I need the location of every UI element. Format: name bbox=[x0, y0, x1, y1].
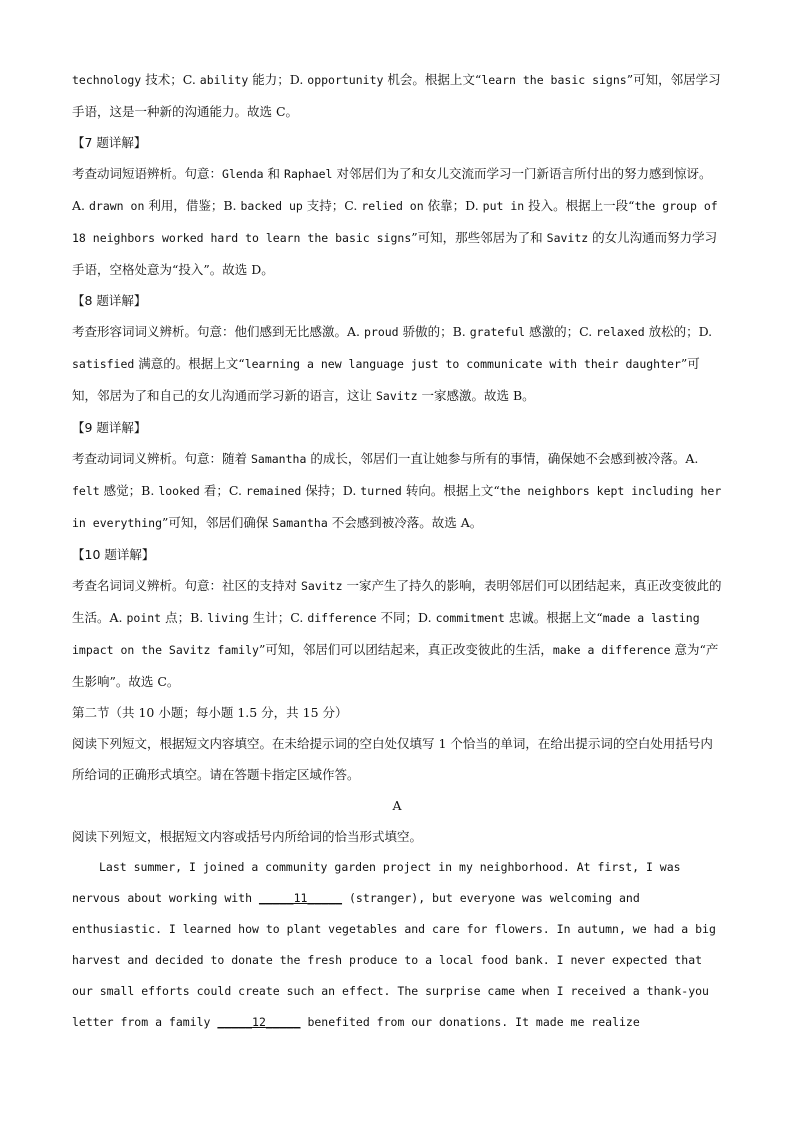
question-10-heading: 【10 题详解】 bbox=[72, 547, 155, 562]
english-term: drawn on bbox=[88, 199, 145, 213]
english-term: turned bbox=[360, 484, 402, 498]
blank-11-number: 11 bbox=[293, 891, 308, 905]
chinese-text: 考查动词短语辨析。句意： bbox=[72, 166, 223, 181]
english-term: Savitz bbox=[546, 231, 589, 245]
chinese-text: 一家产生了持久的影响，表明邻居们可以团结起来，真正改变彼此的生活。A. bbox=[72, 578, 722, 625]
chinese-text: 对邻居们为了和女儿交流而学习一门新语言所付出的努力感到惊讶。A. bbox=[72, 166, 712, 213]
chinese-text: 考查动词词义辨析。句意：随着 bbox=[72, 451, 251, 466]
blank-12-line-right: _____ bbox=[265, 1015, 301, 1029]
chinese-text: 生计；C. bbox=[248, 610, 308, 625]
chinese-text: 忠诚。根据上文“ bbox=[504, 610, 603, 625]
english-term: grateful bbox=[469, 325, 526, 339]
chinese-text: ”可知，邻居学习手语，这是一种新的沟通能力。故选 C。 bbox=[72, 72, 721, 119]
english-term: looked bbox=[158, 484, 200, 498]
chinese-text: 不同；D. bbox=[376, 610, 436, 625]
english-term: ability bbox=[199, 73, 249, 87]
chinese-text: 依靠；D. bbox=[423, 198, 483, 213]
english-term: learning a new language just to communicate with their daughter bbox=[244, 357, 681, 371]
question-9-heading: 【9 题详解】 bbox=[72, 420, 147, 435]
section-2-instruction: 阅读下列短文，根据短文内容填空。在未给提示词的空白处仅填写 1 个恰当的单词，在给出提示词的空白处用括号内所给词的正确形式填空。请在答题卡指定区域作答。 bbox=[72, 736, 713, 782]
chinese-text: 不会感到被冷落。故选 A。 bbox=[327, 515, 483, 530]
english-term: Raphael bbox=[284, 167, 333, 181]
chinese-text: ”可知，邻居为了和自己的女儿沟通而学习新的语言，这让 bbox=[72, 356, 700, 403]
document-page bbox=[72, 64, 722, 1038]
english-term: felt bbox=[72, 484, 100, 498]
chinese-text: 和 bbox=[263, 166, 285, 181]
english-term: proud bbox=[363, 325, 399, 339]
english-term: technology bbox=[72, 73, 142, 87]
blank-12-number: 12 bbox=[252, 1015, 266, 1029]
english-term: put in bbox=[482, 199, 525, 213]
chinese-text: 支持；C. bbox=[302, 198, 362, 213]
blank-12 bbox=[217, 1015, 300, 1029]
chinese-text: 感觉；B. bbox=[99, 483, 159, 498]
part-label: A bbox=[392, 798, 402, 813]
section-2-title: 第二节（共 10 小题；每小题 1.5 分，共 15 分） bbox=[72, 705, 348, 720]
answer-paragraph-9 bbox=[72, 443, 722, 539]
chinese-text: 考查形容词词义辨析。句意：他们感到无比感激。A. bbox=[72, 324, 364, 339]
chinese-text: 看；C. bbox=[199, 483, 246, 498]
english-term: Savitz bbox=[300, 579, 343, 593]
passage-a bbox=[72, 852, 722, 1038]
chinese-text: 技术；C. bbox=[141, 72, 200, 87]
question-8-heading: 【8 题详解】 bbox=[72, 293, 147, 308]
blank-12-line-left: _____ bbox=[217, 1015, 253, 1029]
english-term: the neighbors kept including her in everything bbox=[72, 484, 722, 530]
chinese-text: 考查名词词义辨析。句意：社区的支持对 bbox=[72, 578, 301, 593]
chinese-text: ”可知，那些邻居为了和 bbox=[411, 230, 547, 245]
english-term: backed up bbox=[240, 199, 303, 213]
english-term: point bbox=[126, 611, 162, 625]
chinese-text: 转向。根据上文“ bbox=[401, 483, 500, 498]
english-term: Savitz bbox=[375, 389, 418, 403]
english-term: living bbox=[207, 611, 249, 625]
chinese-text: 机会。根据上文“ bbox=[383, 72, 482, 87]
english-term: relied on bbox=[361, 199, 424, 213]
chinese-text: ”可知，邻居们确保 bbox=[162, 515, 273, 530]
chinese-text: 的成长，邻居们一直让她参与所有的事情，确保她不会感到被冷落。A. bbox=[306, 451, 699, 466]
english-term: Samantha bbox=[272, 516, 328, 530]
english-term: relaxed bbox=[596, 325, 645, 339]
english-term: difference bbox=[307, 611, 377, 625]
chinese-text: 保持；D. bbox=[301, 483, 361, 498]
chinese-text: 意为“产生影响”。故选 C。 bbox=[72, 642, 719, 689]
chinese-text: 点；B. bbox=[161, 610, 208, 625]
english-term: learn the basic signs bbox=[481, 73, 627, 87]
english-term: made a lasting impact on the Savitz family bbox=[72, 611, 700, 657]
blank-11 bbox=[259, 891, 342, 905]
english-term: commitment bbox=[435, 611, 505, 625]
chinese-text: 一家感激。故选 B。 bbox=[417, 388, 535, 403]
passage-sentence-2: (stranger), but everyone was welcoming and enthusiastic. I learned how to plant vegetables and care for flowers. In autumn, we had a big harvest and decided to donate the fresh produce to a local food bank. I never expected that our small efforts could create such an effect. The surprise came when I received a thank-you letter from a family bbox=[72, 891, 716, 1029]
question-7-heading: 【7 题详解】 bbox=[72, 135, 147, 150]
english-term: remained bbox=[245, 484, 302, 498]
answer-paragraph-10 bbox=[72, 570, 722, 697]
passage-sentence-3: benefited from our donations. It made me realize bbox=[300, 1015, 640, 1029]
chinese-text: ”可知，邻居们可以团结起来，真正改变彼此的生活， bbox=[258, 642, 553, 657]
chinese-text: 利用，借鉴；B. bbox=[144, 198, 241, 213]
answer-paragraph-7 bbox=[72, 158, 722, 285]
english-term: opportunity bbox=[307, 73, 384, 87]
blank-11-line-left: _____ bbox=[258, 891, 294, 905]
part-a-instruction: 阅读下列短文，根据短文内容或括号内所给词的恰当形式填空。 bbox=[72, 829, 423, 844]
chinese-text: 骄傲的；B. bbox=[398, 324, 470, 339]
chinese-text: 能力；D. bbox=[248, 72, 308, 87]
chinese-text: 感激的；C. bbox=[525, 324, 597, 339]
answer-paragraph-6-end bbox=[72, 64, 722, 127]
english-term: the group of 18 neighbors worked hard to learn the basic signs bbox=[72, 199, 718, 245]
chinese-text: 放松的；D. bbox=[644, 324, 713, 339]
chinese-text: 满意的。根据上文“ bbox=[134, 356, 245, 371]
english-term: Glenda bbox=[222, 167, 264, 181]
chinese-text: 的女儿沟通而努力学习手语，空格处意为“投入”。故选 D。 bbox=[72, 230, 718, 277]
chinese-text: 投入。根据上一段“ bbox=[524, 198, 635, 213]
blank-11-line-right: _____ bbox=[307, 891, 343, 905]
english-term: make a difference bbox=[552, 643, 671, 657]
english-term: Samantha bbox=[250, 452, 307, 466]
passage-sentence-1: Last summer, I joined a community garden project in my neighborhood. At first, I was nervous about working with bbox=[72, 860, 681, 905]
answer-paragraph-8 bbox=[72, 316, 722, 412]
english-term: satisfied bbox=[72, 357, 135, 371]
